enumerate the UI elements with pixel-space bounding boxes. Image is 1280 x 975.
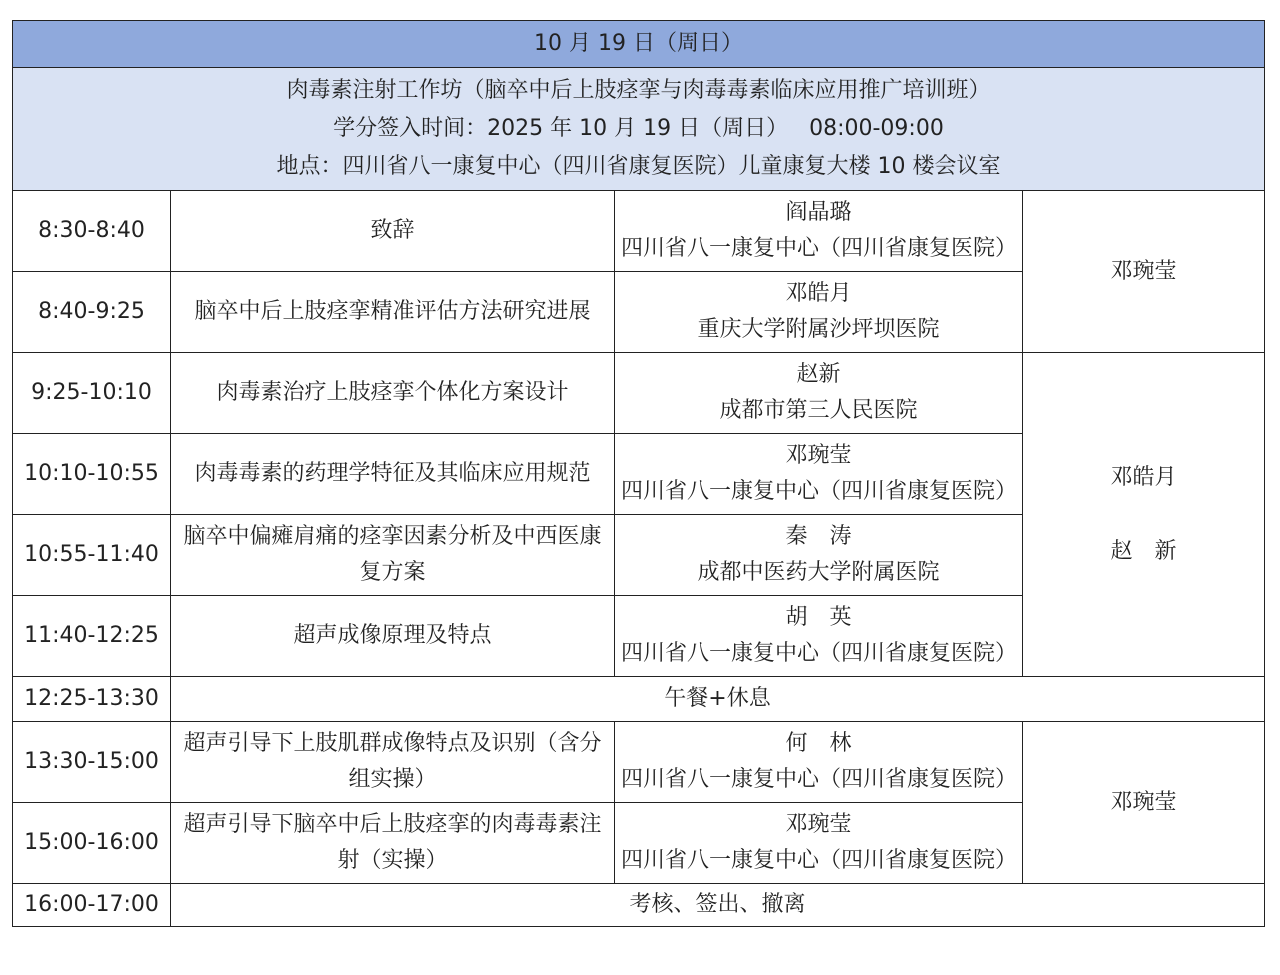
speaker-cell [615, 434, 1023, 515]
host-cell: 邓琬莹 [1023, 191, 1265, 353]
topic-cell: 致辞 [171, 191, 615, 272]
speaker-cell [615, 596, 1023, 677]
time-cell: 11:40-12:25 [13, 596, 171, 677]
time-cell: 12:25-13:30 [13, 677, 171, 722]
course-info [13, 68, 1265, 191]
course-info-row [13, 68, 1265, 191]
speaker-cell [615, 191, 1023, 272]
time-cell: 10:10-10:55 [13, 434, 171, 515]
speaker-org: 成都市第三人民医院 [719, 398, 918, 423]
topic-cell: 肉毒素治疗上肢痉挛个体化方案设计 [171, 353, 615, 434]
table-row [13, 191, 1265, 272]
time-cell: 15:00-16:00 [13, 803, 171, 884]
topic-cell: 脑卒中偏瘫肩痛的痉挛因素分析及中西医康复方案 [171, 515, 615, 596]
time-cell: 8:30-8:40 [13, 191, 171, 272]
time-cell: 13:30-15:00 [13, 722, 171, 803]
speaker-cell [615, 722, 1023, 803]
speaker-org: 成都中医药大学附属医院 [697, 560, 940, 585]
speaker-org: 四川省八一康复中心（四川省康复医院） [621, 236, 1018, 261]
speaker-name: 邓皓月 [785, 281, 852, 306]
table-row [13, 353, 1265, 434]
speaker-org: 四川省八一康复中心（四川省康复医院） [621, 767, 1018, 792]
speaker-org: 四川省八一康复中心（四川省康复医院） [621, 848, 1018, 873]
break-row [13, 677, 1265, 722]
time-cell: 9:25-10:10 [13, 353, 171, 434]
date-title: 10 月 19 日（周日） [13, 21, 1265, 68]
topic-cell: 超声成像原理及特点 [171, 596, 615, 677]
host-cell: 邓琬莹 [1023, 722, 1265, 884]
break-label: 午餐+休息 [171, 677, 1265, 722]
checkin-time: 学分签入时间：2025 年 10 月 19 日（周日） 08:00-09:00 [333, 116, 944, 141]
time-cell: 10:55-11:40 [13, 515, 171, 596]
speaker-name: 赵新 [796, 362, 841, 387]
date-header-row [13, 21, 1265, 68]
schedule-table [12, 20, 1265, 927]
speaker-org: 四川省八一康复中心（四川省康复医院） [621, 479, 1018, 504]
topic-cell: 超声引导下上肢肌群成像特点及识别（含分组实操） [171, 722, 615, 803]
speaker-name: 邓琬莹 [785, 443, 852, 468]
host-cell [1023, 353, 1265, 677]
speaker-name: 邓琬莹 [785, 812, 852, 837]
speaker-org: 四川省八一康复中心（四川省康复医院） [621, 641, 1018, 666]
time-cell: 8:40-9:25 [13, 272, 171, 353]
host-name: 赵 新 [1110, 538, 1177, 564]
host-name: 邓皓月 [1110, 464, 1177, 490]
location: 地点：四川省八一康复中心（四川省康复医院）儿童康复大楼 10 楼会议室 [276, 154, 1001, 179]
table-row [13, 722, 1265, 803]
speaker-name: 何 林 [785, 731, 852, 756]
speaker-cell [615, 272, 1023, 353]
topic-cell: 超声引导下脑卒中后上肢痉挛的肉毒毒素注射（实操） [171, 803, 615, 884]
topic-cell: 肉毒毒素的药理学特征及其临床应用规范 [171, 434, 615, 515]
speaker-name: 胡 英 [785, 605, 852, 630]
time-cell: 16:00-17:00 [13, 884, 171, 927]
speaker-cell [615, 515, 1023, 596]
speaker-name: 阎晶璐 [785, 200, 852, 225]
speaker-cell [615, 803, 1023, 884]
speaker-org: 重庆大学附属沙坪坝医院 [697, 317, 940, 342]
topic-cell: 脑卒中后上肢痉挛精准评估方法研究进展 [171, 272, 615, 353]
speaker-name: 秦 涛 [785, 524, 852, 549]
speaker-cell [615, 353, 1023, 434]
break-row [13, 884, 1265, 927]
closing-label: 考核、签出、撤离 [171, 884, 1265, 927]
course-title: 肉毒素注射工作坊（脑卒中后上肢痉挛与肉毒毒素临床应用推广培训班） [286, 78, 991, 103]
